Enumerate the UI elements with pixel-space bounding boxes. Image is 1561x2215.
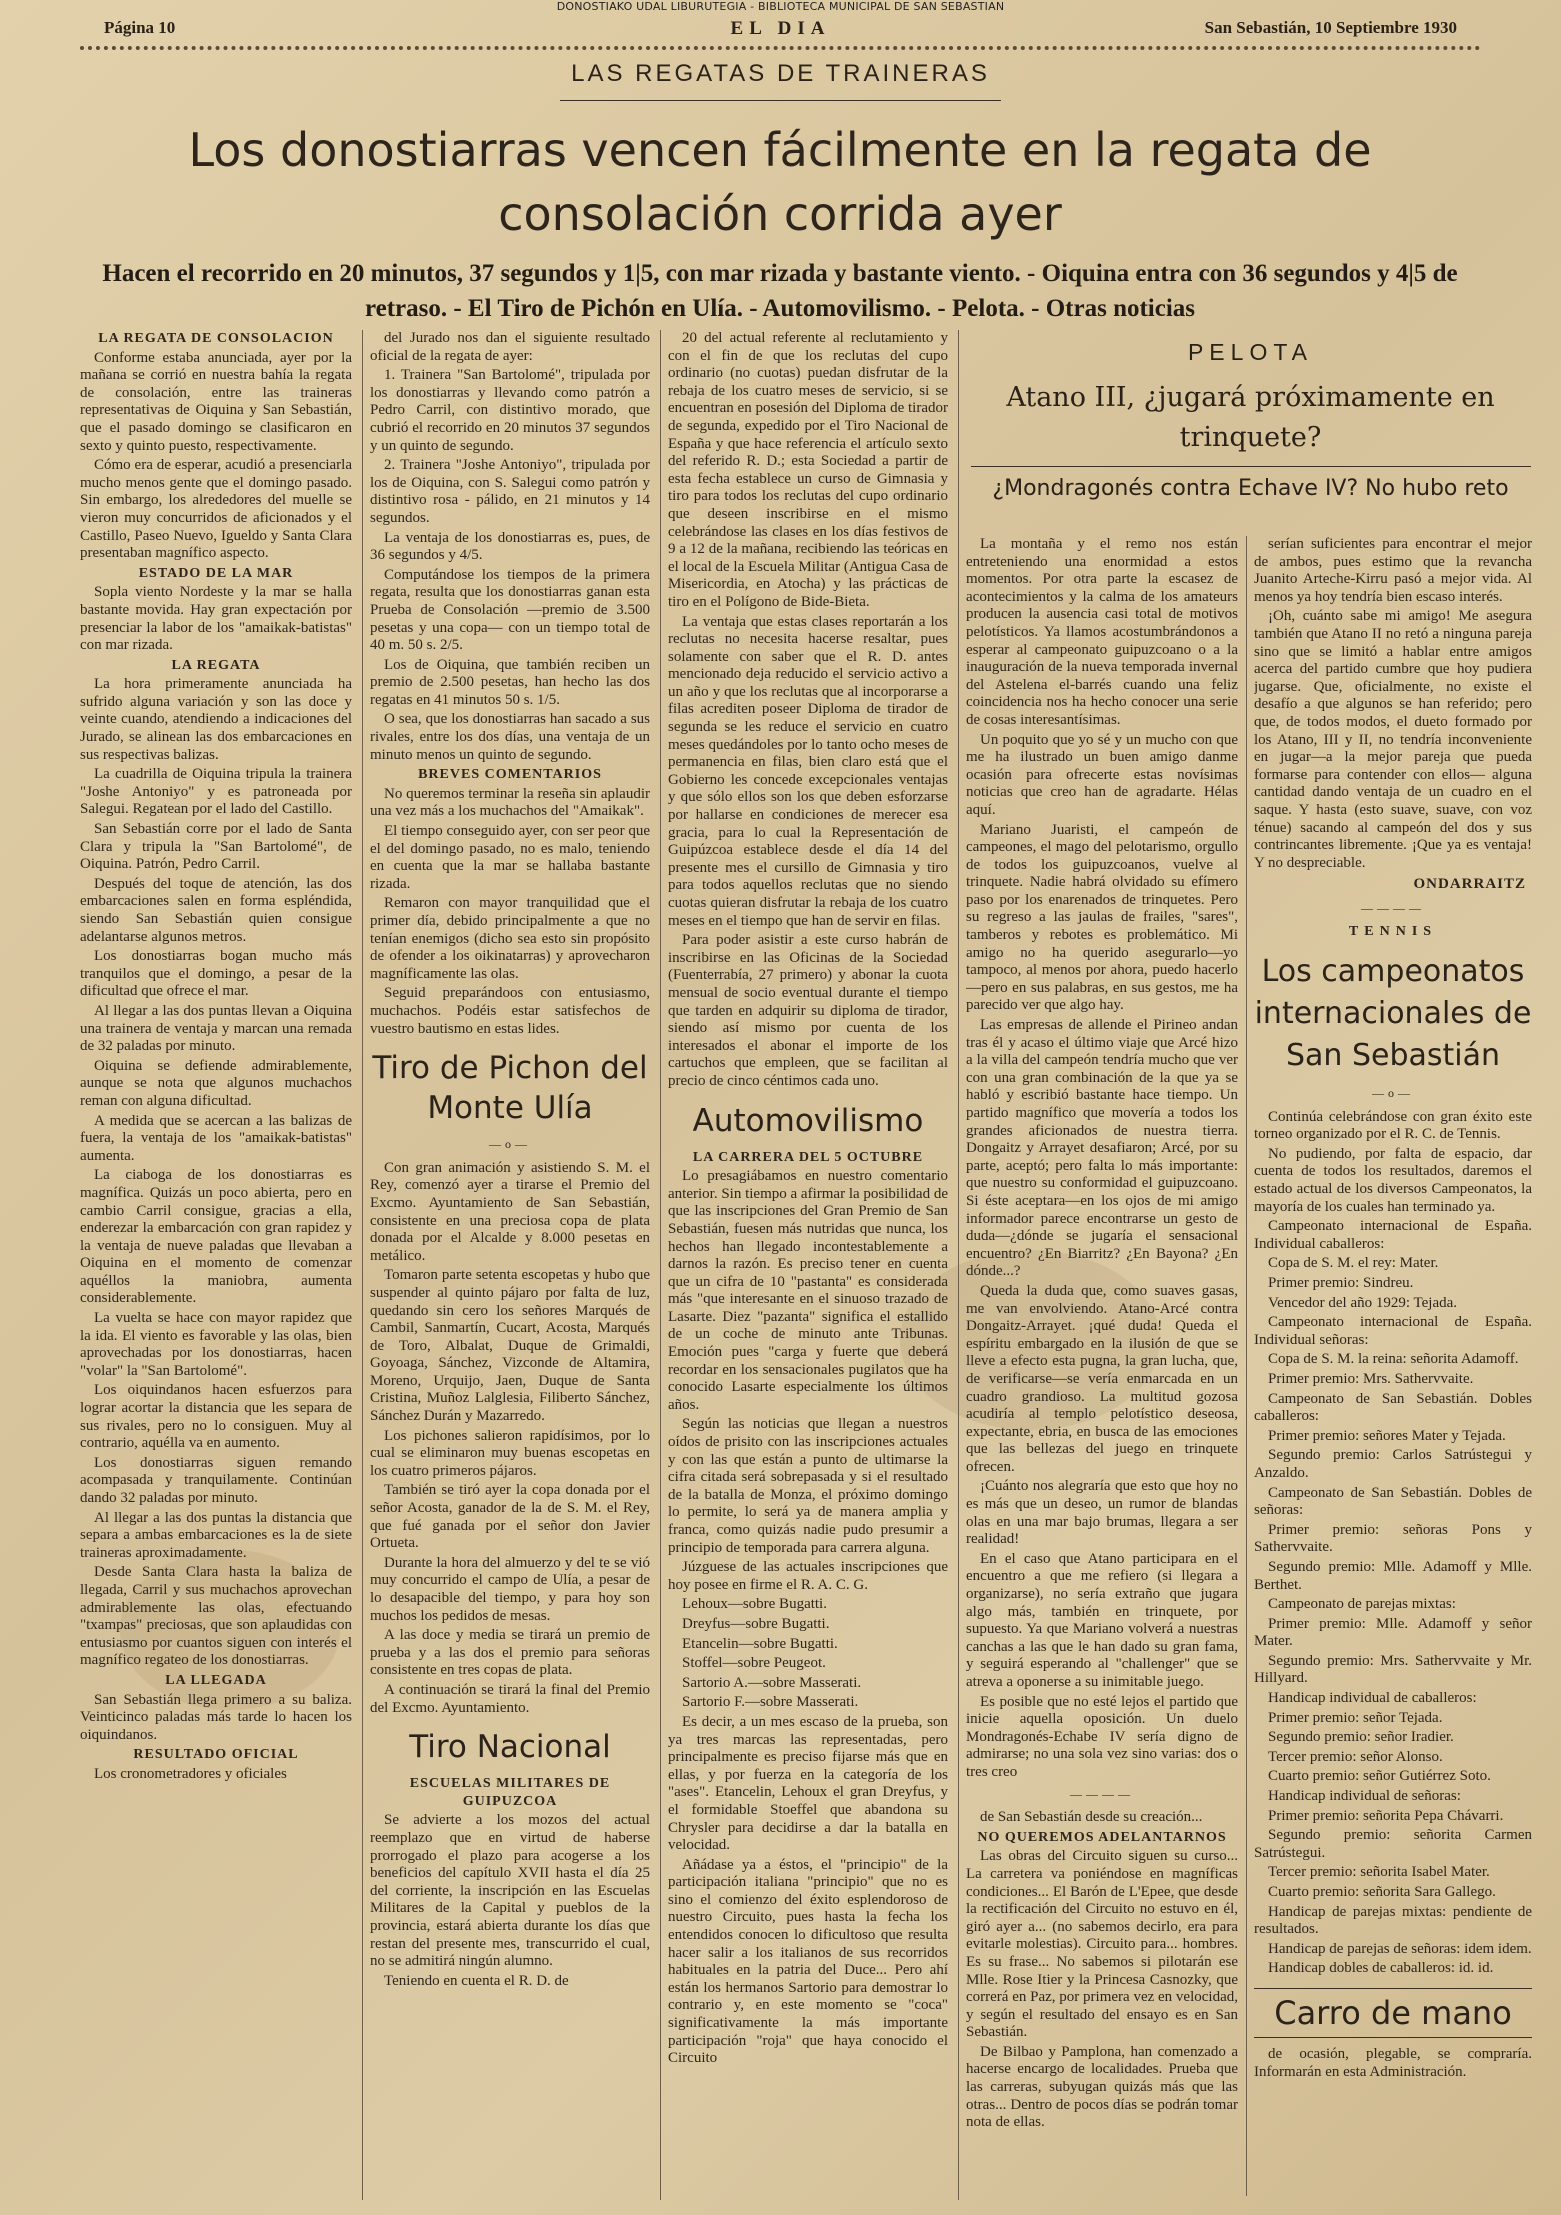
article-headline: Tiro Nacional [409,1729,611,1766]
header-rule [971,466,1531,467]
result-item: 2. Trainera "Joshe Antoniyo", tripulada por los de Oiquina, con S. Salegui como patrón y distintivo rosa - pálido, en 21 minutos y 14 segundos. [370,457,650,526]
subhead: LA LLEGADA [165,1672,267,1688]
paragraph: Handicap dobles de caballeros: id. id. [1268,1960,1494,1977]
subhead: BREVES COMENTARIOS [418,767,602,783]
paragraph: Lo presagiábamos en nuestro comentario anterior. Sin tiempo a afirmar la posibilidad de que las inscripciones del Gran Premio de San Sebastián, fuesen más nutridas que nunca, los hechos han llegado incontestablemente a darnos la razón. Es preciso tener en cuenta que un cifra de 10 "pastanta" es considerada más "que interesante en el sinuoso trazado de Lasarte. Diez "pazanta" significa el estallido de un coche de minuto ante Tribunas. Emoción pues "carga y fuerte que deberá recordar en los sensacionales pugilatos que ha conocido Lasarte especialmente los últimos años. [668,1168,948,1413]
entry-item: Sartorio F.—sobre Masserati. [682,1694,859,1711]
paragraph: A las doce y media se tirará un premio de prueba y a las dos el premio para señoras consistente en tres copas de plata. [370,1627,650,1679]
newspaper-name: EL DIA [730,18,831,39]
paragraph: Primer premio: Mrs. Sathervvaite. [1268,1370,1474,1387]
paragraph: Los de Oiquina, que también reciben un premio de 2.500 pesetas, han hecho las dos regatas en 41 minutos 50 s. 1/5. [370,656,650,708]
entry-item: Dreyfus—sobre Bugatti. [682,1615,830,1632]
paragraph: O sea, que los donostiarras han sacado a sus rivales, entre los dos días, una ventaja de un minuto menos un quinto de segundo. [370,711,650,763]
ornament-divider: ———— [1070,1786,1134,1801]
page-number: Página 10 [104,18,176,37]
paragraph: Remaron con mayor tranquilidad que el primer día, debido principalmente a que no tenían enemigos (dicho sea esto sin propósito de ofender a los oikinatarras) y aprovecharon magníficamente las olas. [370,895,650,982]
ornament-divider: ———— [1361,900,1425,915]
paragraph: Conforme estaba anunciada, ayer por la mañana se corrió en nuestra bahía la regata de consolación, entre las traineras representativas de Oiquina y San Sebastián, que el pasado domingo se clasificaron en sexto y quinto puesto, respectivamente. [80,349,352,454]
paragraph: Al llegar a las dos puntas la distancia que separa a ambas embarcaciones es la de siete traineras aproximadamente. [80,1509,352,1561]
column-1 [80,330,352,2200]
paragraph: Campeonato de parejas mixtas: [1268,1596,1456,1613]
column-rule [362,330,363,2200]
paragraph: La hora primeramente anunciada ha sufrido alguna variación y son las doce y veinte cuando, atendiendo a indicaciones del Jurado, se alinean las dos embarcaciones en sus respectivas balizas. [80,676,352,763]
section-heading: PELOTA [1187,339,1314,365]
paragraph: Seguid preparándoos con entusiasmo, muchachos. Podéis estar satisfechos de vuestro bautismo en estas lides. [370,985,650,1037]
paragraph: Los oiquindanos hacen esfuerzos para lograr acortar la distancia que les separa de sus rivales, pero no lo consiguen. Muy al contrario, aquélla va en aumento. [80,1382,352,1452]
paragraph: La ventaja de los donostiarras es, pues, de 36 segundos y 4/5. [370,529,650,564]
paragraph: Cuarto premio: señorita Sara Gallego. [1268,1884,1496,1900]
paragraph: Computándose los tiempos de la primera regata, resulta que los donostiarras ganan esta Prueba de Consolación —premio de 3.500 pesetas y una copa— con un tiempo total de 40 m. 50 s. 2/5. [370,566,650,654]
paragraph: Los donostiarras siguen remando acompasada y tranquilamente. Continúan dando 32 paladas por minuto. [80,1454,352,1506]
paragraph: ¡Oh, cuánto sabe mi amigo! Me asegura también que Atano II no retó a ninguna pareja sino que se limitó a hablar entre amigos acerca del partido cumbre que hoy pudiera jugarse. Que, oficialmente, no existe el desafío a que algunos se han referido; pero que, de todos modos, el dueto formado por los Atano, III y II, no tendría inconveniente en jugar—a la mejor pareja que pueda formarse para contender con ellos— alguna cantidad dando ventaja de un cuadro en el saque. Y hasta (esto suave, suave, con voz ténue) sacando al campeón del dos y sus contrincantes libremente. ¡Que ya es ventaja! Y no despreciable. [1254,608,1532,871]
paragraph: Handicap individual de señoras: [1268,1788,1461,1805]
classified-headline: Carro de mano [1254,1988,1532,2038]
pelota-header [958,330,1543,515]
paragraph: En el caso que Atano participara en el encuentro a que me refiero (si llegara a organizarse), no sería extraño que jugara algo más, también en trinquete, por supuesto. Ya que Mariano volverá a nuestras canchas a las que le han dado su gran fama, y seguirá esperando al "challenger" que se atreva a oponerse a su inimitable juego. [966,1550,1238,1690]
result-item: 1. Trainera "San Bartolomé", tripulada por los donostiarras y llevando como patrón a Pedro Carril, con distintivo morado, que cubrió el recorrido en 20 minutos 37 segundos y un quinto de segundo. [370,367,650,454]
library-watermark: DONOSTIAKO UDAL LIBURUTEGIA - BIBLIOTECA MUNICIPAL DE SAN SEBASTIAN [556,0,1005,13]
entry-item: Lehoux—sobre Bugatti. [682,1596,827,1613]
ornament-divider: —o— [489,1137,531,1152]
paragraph: La ciaboga de los donostiarras es magnífica. Quizás un poco abierta, pero en cambio Carril consigue, gracias a ella, enderezar la embarcación con gran rapidez y la ventaja de nueve paladas que llevaban a Oiquina en el momento de comenzar aquéllos la maniobra, aumenta considerablemente. [80,1167,352,1307]
paragraph: Sopla viento Nordeste y la mar se halla bastante movida. Hay gran expectación por presenciar la labor de los "amaikak-batistas" con mar rizada. [80,584,352,654]
paragraph: Los cronometradores y oficiales [94,1765,287,1782]
paragraph: Segundo premio: Mrs. Sathervvaite y Mr. Hillyard. [1254,1652,1532,1687]
paragraph: Los pichones salieron rapidísimos, por lo cual se eliminaron muy buenas escopetas en los cuatro primeros pájaros. [370,1427,650,1479]
article-headline: Atano III, ¿jugará próximamente en trinquete? [1006,382,1495,453]
paragraph: La cuadrilla de Oiquina tripula la trainera "Joshe Antoniyo" y es patroneada por Salegui. Regatean por el lado del Castillo. [80,766,352,818]
article-headline: Automovilismo [692,1102,924,1139]
dateline: San Sebastián, 10 Septiembre 1930 [1204,18,1457,37]
kicker-rule [560,100,1001,101]
paragraph: Añádase ya a éstos, el "principio" de la participación italiana "principio" que no es sino el comienzo del éxito esplendoroso de nuestro Circuito, pues hasta la fecha los entendidos conocen lo dificultoso que resulta hacer salir a los italianos de sus recorridos habituales en la patria del Duce... Pero ahí están los hermanos Sartorio para demostrar lo contrario y, en este momento se "coca" significativamente la más importante participación "roja" que haya conocido el Circuito [668,1856,948,2067]
column-3 [668,330,948,2200]
subhead: LA CARRERA DEL 5 OCTUBRE [692,1149,924,1165]
paragraph: Para poder asistir a este curso habrán de inscribirse en las Oficinas de la Sociedad (Fuenterrabía, 27 primero) y abonar la cuota mensual de socio eventual durante el tiempo que tarden en adquirir su diploma de tirador, siendo así mismo por cuenta de los interesados el abonar el importe de los cartuchos que empleen, que se facilitan al precio de cinco céntimos cada uno. [668,932,948,1089]
paragraph: Handicap individual de caballeros: [1268,1690,1477,1707]
paragraph: Primer premio: señorita Pepa Chávarri. [1268,1807,1504,1824]
entry-item: Etancelin—sobre Bugatti. [682,1635,838,1652]
paragraph: Un poquito que yo sé y un mucho con que me ha ilustrado un buen amigo danme ocasión para ofrecerte estas novísimas noticias que creo han de agradarte. Hélas aquí. [966,731,1238,818]
article-subheadline: ¿Mondragonés contra Echave IV? No hubo reto [992,476,1509,501]
article-headline: Tiro de Pichon del Monte Ulía [372,1050,648,1127]
paragraph: ¡Cuánto nos alegraría que esto que hoy no es más que un deseo, un rumor de blandas olas en una mar bajo brumas, llegara a ser realidad! [966,1478,1238,1548]
paragraph: Copa de S. M. la reina: señorita Adamoff. [1268,1351,1519,1368]
column-4 [966,536,1238,2196]
paragraph: de ocasión, plegable, se compraría. Informarán en esta Administración. [1254,2045,1532,2080]
paragraph: Teniendo en cuenta el R. D. de [384,1972,569,1989]
paragraph: Segundo premio: señor Iradier. [1268,1729,1454,1746]
paragraph: San Sebastián llega primero a su baliza. Veinticinco paladas más tarde lo hacen los oiquindanos. [80,1691,352,1743]
paragraph: Durante la hora del almuerzo y del te se vió muy concurrido el campo de Ulía, a pesar de lo desapacible del tiempo, y para hoy son muchos los pedidos de mesas. [370,1554,650,1624]
column-5 [1254,536,1532,2196]
article-headline: Los campeonatos internacionales de San Sebastián [1254,954,1532,1074]
paragraph: No queremos terminar la reseña sin aplaudir una vez más a los muchachos del "Amaikak". [370,785,650,820]
subhead: ESTADO DE LA MAR [138,565,294,581]
paragraph: Es decir, a un mes escaso de la prueba, son ya tres marcas las representadas, pero principalmente es preciso fijarse más que en ellas, y por fuerza en la categoría de los "ases". Etancelin, Lehoux el gran Dreyfus, y el formidable Stoeffel que abandona su Chrysler para decidirse a dar la batalla en velocidad. [668,1713,948,1854]
paragraph: Desde Santa Clara hasta la baliza de llegada, Carril y sus muchachos aprovechan admirablemente las olas, efectuando "txampas" preciosas, que son aplaudidas con entusiasmo por cuantos siguen con interés el magnífico regateo de los donostiarras. [80,1564,352,1669]
paragraph: Después del toque de atención, las dos embarcaciones salen en forma espléndida, siendo San Sebastián quien consigue adelantarse algunos metros. [80,875,352,945]
paragraph: El tiempo conseguido ayer, con ser peor que el del domingo pasado, no es malo, teniendo en cuenta que la mar se hallaba bastante rizada. [370,823,650,892]
paragraph: La vuelta se hace con mayor rapidez que la ida. El viento es favorable y las olas, bien aprovechadas por los donostiarras, hacen "volar" la "San Bartolomé". [80,1310,352,1379]
paragraph: San Sebastián corre por el lado de Santa Clara y tripula la "San Bartolomé", de Oiquina. Patrón, Pedro Carril. [80,821,352,873]
ornament-divider: —o— [1372,1086,1414,1101]
paragraph: Cuarto premio: señor Gutiérrez Soto. [1268,1768,1491,1785]
paragraph: 20 del actual referente al reclutamiento y con el fin de que los reclutas del cupo ordinario (no cuotas) puedan disfrutar de la rebaja de los cuatro meses de servicio, si se encuentran en posesión del Diploma de tirador de segunda, expedido por el Tiro Nacional de España y que hace referencia el artículo sexto del referido R. D.; esta Sociedad a partir de esta fecha establece un curso de Gimnasia y tiro para todos los reclutas del cupo ordinario que deseen inscribirse en el mismo celebrándose las clases en los días festivos de 9 a 12 de la mañana, recibiendo las teóricas en el local de la Escuela Militar (Antigua Casa de Misericordia, en Atocha) y las prácticas de tiro en el Polígono de Bide-Bieta. [668,330,948,610]
paragraph: Handicap de parejas de señoras: idem idem. [1268,1940,1532,1957]
section-kicker: LAS REGATAS DE TRAINERAS [571,60,990,87]
top-rule [80,46,1481,50]
paragraph: Es posible que no esté lejos el partido que inicie aquella oposición. Un duelo Mondragonés-Echabe IV sería digno de admirarse; no una sola vez sino varias: dos o tres creo [966,1693,1238,1780]
paragraph: Tercer premio: señor Alonso. [1268,1748,1443,1765]
byline-signature: ONDARRAITZ [1413,876,1526,893]
paragraph: Campeonato internacional de España. Individual señoras: [1254,1314,1532,1348]
column-rule [958,330,959,2200]
paragraph: Campeonato de San Sebastián. Dobles caballeros: [1254,1390,1532,1425]
column-2 [370,330,650,2200]
paragraph: De Bilbao y Pamplona, han comenzado a hacerse encargo de localidades. Prueba que las carreras, subyugan quizás más que las otras... Dentro de pocos días se podrán tomar nota de ellas. [966,2043,1238,2131]
entry-item: Sartorio A.—sobre Masserati. [682,1674,862,1691]
paragraph: Vencedor del año 1929: Tejada. [1268,1294,1458,1311]
paragraph: Copa de S. M. el rey: Mater. [1268,1255,1439,1272]
paragraph: Handicap de parejas mixtas: pendiente de resultados. [1254,1903,1532,1938]
paragraph: Se advierte a los mozos del actual reemplazo que en virtud de haberse prorrogado el plazo para acogerse a los beneficios del capítulo XVII hasta el día 25 del corriente, la inscripción en las Escuelas Militares de la Capital y pueblos de la provincia, estará abierta durante los días que restan del presente mes, transcurrido el cual, no se admitirá ningún alumno. [370,1812,650,1970]
paragraph: A continuación se tirará la final del Premio del Excmo. Ayuntamiento. [370,1681,650,1716]
main-headline: Los donostiarras vencen fácilmente en la regata de consolación corrida ayer [188,123,1372,241]
paragraph: Primer premio: Sindreu. [1268,1275,1414,1291]
subhead: ESCUELAS MILITARES DE GUIPUZCOA [409,1776,611,1809]
paragraph: Segundo premio: señorita Carmen Satrústegui. [1254,1827,1532,1861]
entry-item: Stoffel—sobre Peugeot. [682,1655,826,1672]
page-folio [104,18,1457,44]
paragraph: La ventaja que estas clases reportarán a los reclutas no necesita hacerse resaltar, pues solamente con saber que el R. D. antes mencionado deja reducido el servicio activo a un año y que los reclutas que al incorporarse a filas acrediten poseer Diploma de tirador de segunda se les reduce el servicio en cuatro meses quedándoles por lo tanto ocho meses de permanencia en filas, bien claro está que el Gobierno les concede excepcionales ventajas y que sólo ellos son los que deben esforzarse por hallarse en condiciones de merecer esa gracia, para lo cual la Representación de Guipúzcoa establece desde el día 14 del presente mes el cursillo de Gimnasia y tiro para todos aquellos reclutas que no siendo cuotas quieran disfrutar la rebaja de los cuatro meses en el tiempo que han de servir en filas. [668,613,948,929]
paragraph: del Jurado nos dan el siguiente resultado oficial de la regata de ayer: [370,330,650,364]
subhead: RESULTADO OFICIAL [133,1747,299,1763]
column-rule [660,330,661,2200]
paragraph: Tomaron parte setenta escopetas y hubo que suspender al quinto pájaro por falta de luz, quedando sin cero los señores Marqués de Cambil, Sanmartín, Cucart, Acosta, Marqués de Toro, Albalat, Duque de Grimaldi, Goyoaga, Sánchez, Vizconde de Altamira, Moreno, Urquijo, Jaen, Duque de Santa Cristina, Muñoz Lalglesia, Filiberto Sánchez, Sánchez Durán y Mazarredo. [370,1267,650,1425]
paragraph: Con gran animación y asistiendo S. M. el Rey, comenzó ayer a tirarse el Premio del Excmo. Ayuntamiento de San Sebastián, consistente en una preciosa copa de plata donada por el Alcalde y 8.000 pesetas en metálico. [370,1159,650,1264]
paragraph: Segundo premio: Mlle. Adamoff y Mlle. Berthet. [1254,1558,1532,1593]
paragraph: A medida que se acercan a las balizas de fuera, la ventaja de los "amaikak-batistas" aumenta. [80,1112,352,1164]
paragraph: Oiquina se defiende admirablemente, aunque se nota que algunos muchachos reman con alguna dificultad. [80,1057,352,1109]
paragraph: Queda la duda que, como suaves gasas, me van envolviendo. Atano-Arcé contra Dongaitz-Arrayet. ¡qué duda! Queda el espíritu embargado en la ilusión de que se lleve a efecto esta pugna, la gran lucha, que, de verificarse—se vería enmarcada en un cuadro grandioso. La multitud gozosa acudiría al templo pelotístico deseosa, expectante, ebria, en busca de las emociones que las bellezas del juego en trinquete ofrecen. [966,1282,1238,1475]
paragraph: Primer premio: señores Mater y Tejada. [1268,1427,1506,1444]
paragraph: Campeonato de San Sebastián. Dobles de señoras: [1254,1484,1532,1519]
paragraph: No pudiendo, por falta de espacio, dar cuenta de todos los resultados, daremos el estado actual de los diversos Campeonatos, la mayoría de los cuales han terminado ya. [1254,1145,1532,1215]
subhead: NO QUEREMOS ADELANTARNOS [977,1829,1227,1845]
paragraph: Primer premio: Mlle. Adamoff y señor Mater. [1254,1615,1532,1650]
paragraph: Júzguese de las actuales inscripciones que hoy posee en firme el R. A. C. G. [668,1559,948,1593]
paragraph: Campeonato internacional de España. Individual caballeros: [1254,1218,1532,1252]
paragraph: Cómo era de esperar, acudió a presenciarla mucho menos gente que el domingo pasado. Sin embargo, los alrededores del muelle se vieron muy concurridos de aficionados y el Castillo, Paseo Nuevo, Igueldo y Santa Clara presentaban magnífico aspecto. [80,457,352,562]
paragraph: La montaña y el remo nos están entreteniendo una enormidad a estos momentos. Por otra parte la escasez de acontecimientos y la calma de los amateurs producen la ausencia casi total de motivos pelotísticos. Ya llamos acostumbrándonos a esperar al campeonato guipuzcoano o a la inauguración de la nueva temporada invernal del Astelena el-barrés cuando una feliz coincidencia nos ha hecho conocer una serie de cosas interesantísimas. [966,536,1238,728]
paragraph: de San Sebastián desde su creación... [980,1809,1203,1826]
headline-deck: Hacen el recorrido en 20 minutos, 37 segundos y 1|5, con mar rizada y bastante viento. - Oiquina entra con 36 segundos y 4|5 de retraso. - El Tiro de Pichón en Ulía. - Automovilismo. - Pelota. - Otras noticias [102,260,1458,322]
paragraph: Al llegar a las dos puntas llevan a Oiquina una trainera de ventaja y marcan una remada de 32 paladas por minuto. [80,1002,352,1055]
paragraph: Tercer premio: señorita Isabel Mater. [1268,1864,1490,1881]
paragraph: Las empresas de allende el Pirineo andan tras él y acaso el último viaje que Arcé hizo a la villa del campeón tendría mucho que ver con una gran combinación de la que ya se habló y escribió bastante hace tiempo. Un partido magnífico que movería a todos los grandes aficionados de nuestra tierra. Dongaitz y Arrayet desafiaron; Arcé, por su parte, aceptó; pero falta lo más importante: que nuestro su conformidad el guipuzcoano. Si éste aceptara—en los ojos de mi amigo informador parece encontrarse un gesto de duda—¿dónde se jugaría el sensacional encuentro? ¿En Biarritz? ¿En Bayona? ¿En dónde...? [966,1017,1238,1280]
paragraph: Primer premio: señor Tejada. [1268,1709,1443,1726]
paragraph: También se tiró ayer la copa donada por el señor Acosta, ganador de la de S. M. el Rey, que fué ganada por el señor don Javier Ortueta. [370,1482,650,1552]
paragraph: Continúa celebrándose con gran éxito este torneo organizado por el R. C. de Tennis. [1254,1108,1532,1143]
subhead: LA REGATA DE CONSOLACION [98,331,334,346]
paragraph: serían suficientes para encontrar el mejor de ambos, pues estimo que la revancha Juanito Arteche-Kirru pasó a mejor vida. Al menos ya hoy tendría bien escaso interés. [1254,536,1532,605]
paragraph: Mariano Juaristi, el campeón de campeones, el mago del pelotarismo, orgullo de todos los guipuzcoanos, vuelve al trinquete. Nadie habrá olvidado su efímero paso por los enarenados de trinquetes. Pero su regreso a las jaulas de frailes, "sares", tamberos y rebotes es problemático. Mi amigo no ha querido asegurarlo—yo tampoco, al menos por ahora, puedo hacerlo—pero en sus palabras, en sus gestos, me ha parecido ver que algo hay. [966,821,1238,1014]
section-heading: TENNIS [1348,924,1438,940]
subhead: LA REGATA [171,657,261,673]
paragraph: Los donostiarras bogan mucho más tranquilos que el domingo, a pesar de la dificultad que ofrece el mar. [80,948,352,1000]
paragraph: Las obras del Circuito siguen su curso... La carretera va poniéndose en magníficas condiciones... El Barón de L'Epee, que desde la rectificación del Circuito no estuvo en él, giró ayer a... (no sabemos decirlo, era para evitarle molestias). Circuito para... hombres. Es su frase... No sabemos si pilotarán ese Mlle. Rose Itier y la Princesa Casnozky, que correrá en Paz, por primera vez en velocidad, y según el resultado del ensayo es en San Sebastián. [966,1848,1238,2041]
paragraph: Primer premio: señoras Pons y Sathervvaite. [1254,1521,1532,1556]
paragraph: Según las noticias que llegan a nuestros oídos de prisito con las inscripciones actuales y con las que están a punto de ultimarse la cifra citada será sobrepasada y si el resultado de la batalla de Monza, el próximo domingo lo permite, lo será ya de manera amplia y franca, como quizás nadie pudo presumir a principio de temporada para carrera alguna. [668,1416,948,1556]
column-rule [1246,536,1247,2196]
paragraph: Segundo premio: Carlos Satrústegui y Anzaldo. [1254,1447,1532,1481]
